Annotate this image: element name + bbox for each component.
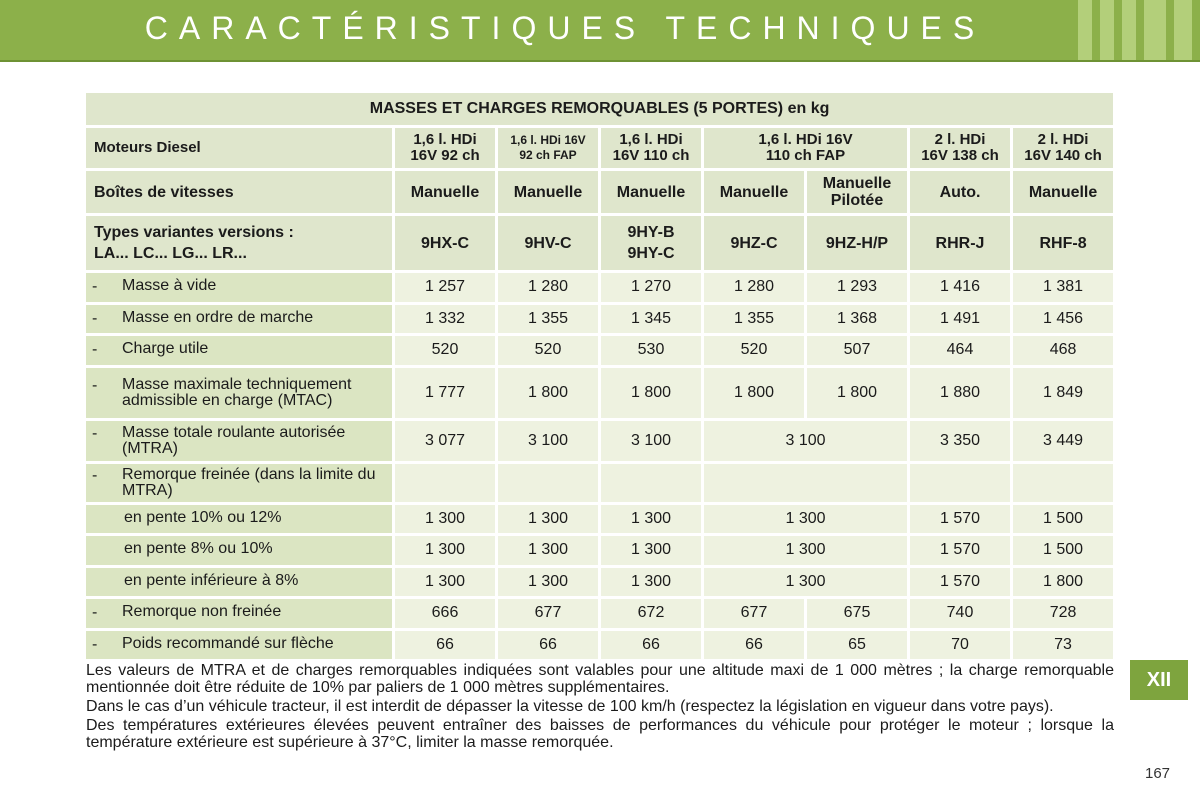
table-cell: 1 300	[395, 505, 495, 534]
engines-label: Moteurs Diesel	[86, 128, 392, 168]
row-label	[86, 305, 392, 334]
table-cell: 520	[704, 336, 804, 365]
table-cell: 1 300	[395, 536, 495, 565]
table-cell: 1 280	[704, 273, 804, 302]
row-label-text: Poids recommandé sur flèche	[122, 634, 334, 652]
engine-header	[704, 128, 907, 168]
table-cell: 666	[395, 599, 495, 628]
table-cell: 677	[498, 599, 598, 628]
table-cell: 3 100	[601, 421, 701, 461]
table-cell: 672	[601, 599, 701, 628]
table-cell: 3 350	[910, 421, 1010, 461]
gearbox-cell: Manuelle	[395, 171, 495, 213]
table-cell: 1 500	[1013, 536, 1113, 565]
engine-line1: 1,6 l. HDi 16V	[758, 131, 853, 148]
row-label-text: en pente 8% ou 10%	[124, 540, 273, 558]
row-label-text: Masse en ordre de marche	[122, 308, 314, 326]
table-cell: 1 355	[704, 305, 804, 334]
table-cell: 1 570	[910, 536, 1010, 565]
row-label-text: en pente inférieure à 8%	[124, 571, 299, 589]
table-cell: 65	[807, 631, 907, 660]
row-label	[86, 536, 392, 565]
header-stripe	[1174, 0, 1192, 60]
table-cell: 468	[1013, 336, 1113, 365]
table-cell: 1 332	[395, 305, 495, 334]
table-cell: 1 570	[910, 568, 1010, 597]
table-row	[86, 536, 1113, 565]
gearbox-cell: Auto.	[910, 171, 1010, 213]
table-cell	[704, 464, 907, 502]
engine-line2: 92 ch FAP	[519, 148, 577, 162]
table-cell: 1 849	[1013, 368, 1113, 418]
page-title: CARACTÉRISTIQUES TECHNIQUES	[144, 10, 986, 46]
table-cell: 1 300	[601, 568, 701, 597]
type-cell: 9HZ-H/P	[807, 216, 907, 270]
table-cell: 740	[910, 599, 1010, 628]
table-cell	[601, 464, 701, 502]
engine-line1: 1,6 l. HDi	[619, 131, 683, 148]
row-label-text: Masse maximale techniquement admissible en charge (MTAC)	[122, 375, 352, 409]
table-cell: 1 300	[498, 568, 598, 597]
type-cell: 9HX-C	[395, 216, 495, 270]
gearbox-row	[86, 171, 1113, 213]
table-cell: 1 300	[704, 568, 907, 597]
table-cell: 3 100	[498, 421, 598, 461]
table-cell: 1 800	[601, 368, 701, 418]
type-cell	[601, 216, 701, 270]
header-stripe	[1100, 0, 1114, 60]
row-dash: -	[92, 278, 98, 296]
table-cell: 530	[601, 336, 701, 365]
header-stripe	[1144, 0, 1166, 60]
header-rule	[0, 60, 1200, 62]
note-paragraph: Dans le cas d’un véhicule tracteur, il est interdit de dépasser la vitesse de 100 km/h (respectez la législation en vigueur dans votre pays).	[86, 698, 1054, 715]
table-cell: 1 368	[807, 305, 907, 334]
table-cell: 70	[910, 631, 1010, 660]
table-cell: 1 300	[704, 536, 907, 565]
table-row	[86, 599, 1113, 628]
gearbox-cell: Manuelle	[704, 171, 804, 213]
header-stripes	[1040, 0, 1200, 60]
row-label-text: en pente 10% ou 12%	[124, 508, 282, 526]
table-cell: 1 491	[910, 305, 1010, 334]
table-cell: 1 293	[807, 273, 907, 302]
type-cell: 9HZ-C	[704, 216, 804, 270]
gearbox-line1: Manuelle	[822, 175, 892, 192]
row-dash: -	[92, 635, 98, 653]
table-row	[86, 464, 1113, 502]
table-row	[86, 568, 1113, 597]
gearbox-cell: Manuelle	[601, 171, 701, 213]
table-cell: 3 449	[1013, 421, 1113, 461]
types-row	[86, 216, 1113, 270]
row-label	[86, 631, 392, 660]
table-cell: 1 880	[910, 368, 1010, 418]
table-cell: 1 416	[910, 273, 1010, 302]
table-cell: 675	[807, 599, 907, 628]
table-cell: 1 300	[395, 568, 495, 597]
engine-line1: 2 l. HDi	[934, 131, 986, 148]
table-cell: 1 777	[395, 368, 495, 418]
row-label	[86, 336, 392, 365]
table-cell: 1 345	[601, 305, 701, 334]
engine-header	[1013, 128, 1113, 168]
gearbox-label: Boîtes de vitesses	[86, 171, 392, 213]
table-cell: 1 280	[498, 273, 598, 302]
table-cell: 1 800	[704, 368, 804, 418]
engine-line2: 110 ch FAP	[765, 147, 846, 164]
row-dash: -	[92, 376, 98, 394]
table-caption: MASSES ET CHARGES REMORQUABLES (5 PORTES) en kg	[86, 93, 1113, 125]
table-cell: 507	[807, 336, 907, 365]
table-cell: 1 800	[498, 368, 598, 418]
table-cell: 1 300	[601, 536, 701, 565]
row-label-text: Remorque freinée (dans la limite du MTRA)	[122, 465, 376, 499]
engine-header	[395, 128, 495, 168]
note-paragraph: Des températures extérieures élevées peuvent entraîner des baisses de performances du véhicule pour protéger le moteur ; lorsque la température extérieure est supérieure à 37°C, limiter la masse remorquée.	[86, 717, 1114, 751]
engine-line1: 2 l. HDi	[1037, 131, 1089, 148]
row-dash: -	[92, 466, 98, 484]
table-cell: 1 257	[395, 273, 495, 302]
table-row	[86, 421, 1113, 461]
table-cell: 1 300	[498, 505, 598, 534]
table-cell: 1 500	[1013, 505, 1113, 534]
gearbox-cell: Manuelle	[1013, 171, 1113, 213]
engine-header	[601, 128, 701, 168]
table-row	[86, 273, 1113, 302]
table-row	[86, 505, 1113, 534]
table-cell: 1 270	[601, 273, 701, 302]
table-cell: 3 077	[395, 421, 495, 461]
table-cell: 3 100	[704, 421, 907, 461]
row-label-text: Masse totale roulante autorisée (MTRA)	[122, 423, 346, 457]
type-cell: RHF-8	[1013, 216, 1113, 270]
table-cell: 520	[498, 336, 598, 365]
engine-header	[910, 128, 1010, 168]
row-label	[86, 273, 392, 302]
table-cell: 73	[1013, 631, 1113, 660]
engine-header	[498, 128, 598, 168]
table-row	[86, 336, 1113, 365]
table-cell: 677	[704, 599, 804, 628]
table-cell	[395, 464, 495, 502]
towing-table	[86, 93, 1114, 659]
engine-line2: 16V 138 ch	[921, 147, 999, 164]
table-row	[86, 305, 1113, 334]
table-cell: 520	[395, 336, 495, 365]
table-cell: 1 800	[1013, 568, 1113, 597]
table-cell: 1 300	[704, 505, 907, 534]
table-cell	[910, 464, 1010, 502]
type-line1: 9HY-B	[627, 224, 675, 241]
table-cell: 464	[910, 336, 1010, 365]
row-dash: -	[92, 341, 98, 359]
engine-line2: 16V 110 ch	[612, 147, 690, 164]
row-label	[86, 464, 392, 502]
gearbox-line2: Pilotée	[830, 192, 884, 209]
table-cell: 1 570	[910, 505, 1010, 534]
header-stripe	[1078, 0, 1092, 60]
header-stripe	[1122, 0, 1136, 60]
row-label-text: Masse à vide	[122, 277, 217, 295]
chapter-tab[interactable]: XII	[1130, 660, 1188, 700]
engines-row	[86, 128, 1113, 168]
type-cell: 9HV-C	[498, 216, 598, 270]
row-label	[86, 568, 392, 597]
row-dash: -	[92, 309, 98, 327]
note-paragraph: Les valeurs de MTRA et de charges remorquables indiquées sont valables pour une altitude maxi de 1 000 mètres ; la charge remorquable mentionnée doit être réduite de 10% par paliers de 1 000 mètres supplémentaires.	[86, 662, 1114, 696]
types-label-line1: Types variantes versions :	[94, 224, 294, 241]
engine-line2: 16V 140 ch	[1024, 147, 1102, 164]
type-line2: 9HY-C	[627, 245, 675, 262]
row-label-text: Remorque non freinée	[122, 603, 282, 621]
page-number: 167	[1145, 765, 1171, 782]
table-cell: 1 800	[807, 368, 907, 418]
table-cell: 1 300	[601, 505, 701, 534]
row-label	[86, 505, 392, 534]
table-cell: 1 355	[498, 305, 598, 334]
engine-line1: 1,6 l. HDi 16V	[510, 133, 586, 147]
table-cell: 728	[1013, 599, 1113, 628]
table-row	[86, 631, 1113, 660]
notes	[86, 662, 1114, 753]
gearbox-cell: Manuelle	[498, 171, 598, 213]
table-cell: 66	[601, 631, 701, 660]
row-dash: -	[92, 424, 98, 442]
table-cell: 66	[704, 631, 804, 660]
table-cell: 1 381	[1013, 273, 1113, 302]
table-cell	[498, 464, 598, 502]
row-label-text: Charge utile	[122, 340, 209, 358]
table-row	[86, 368, 1113, 418]
engine-line2: 16V 92 ch	[410, 147, 480, 164]
types-label	[86, 216, 392, 270]
table-cell: 1 456	[1013, 305, 1113, 334]
type-cell: RHR-J	[910, 216, 1010, 270]
row-label	[86, 599, 392, 628]
header-band	[0, 0, 1200, 60]
engine-line1: 1,6 l. HDi	[413, 131, 477, 148]
row-label	[86, 368, 392, 418]
types-label-line2: LA... LC... LG... LR...	[94, 245, 247, 262]
table-cell: 66	[498, 631, 598, 660]
row-label	[86, 421, 392, 461]
table-cell	[1013, 464, 1113, 502]
gearbox-cell	[807, 171, 907, 213]
row-dash: -	[92, 604, 98, 622]
table-cell: 1 300	[498, 536, 598, 565]
table-cell: 66	[395, 631, 495, 660]
